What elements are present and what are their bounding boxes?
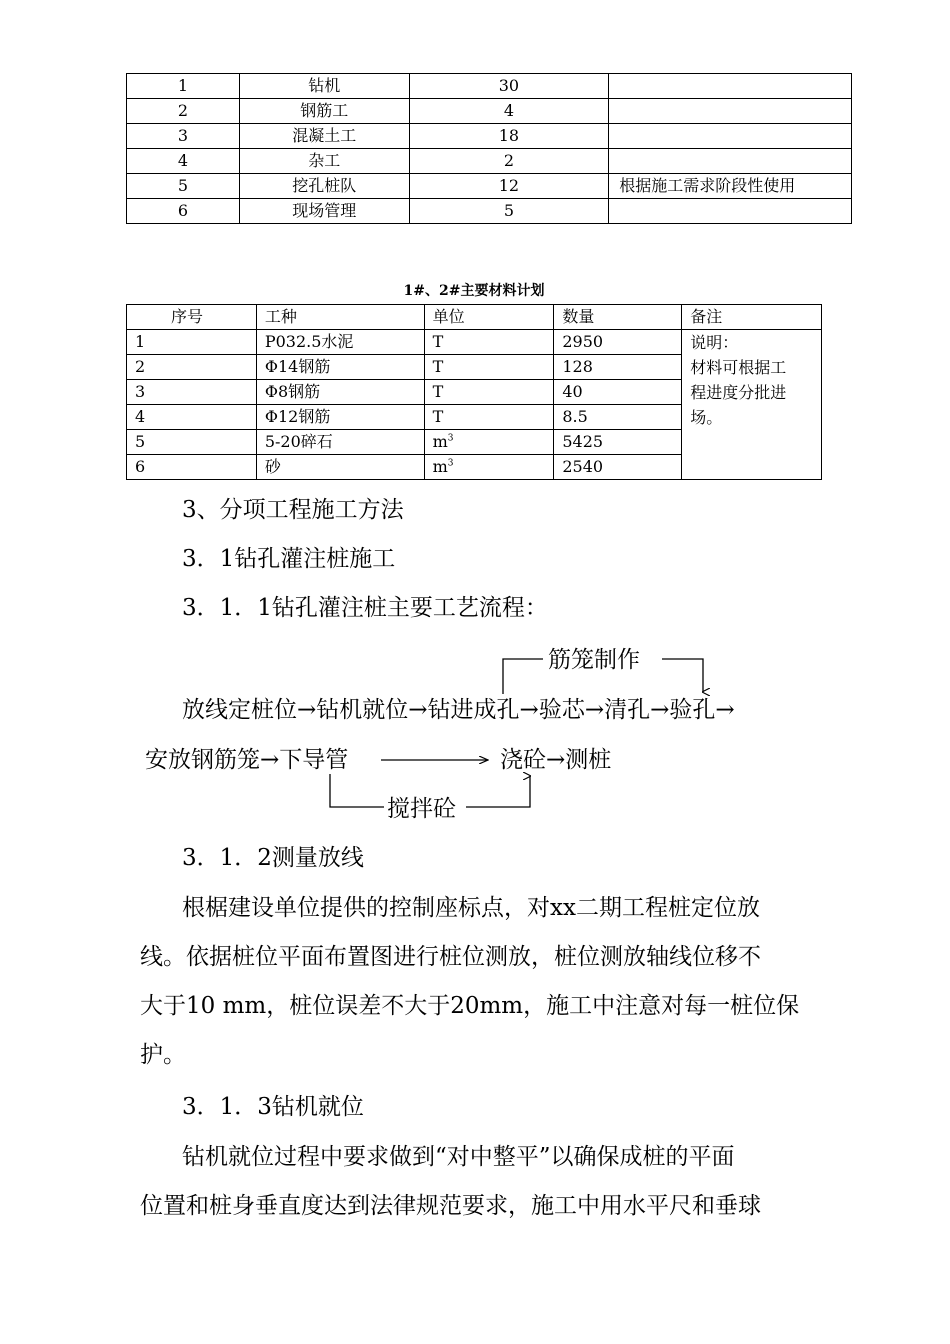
material-type: P032.5水泥	[256, 330, 424, 355]
connector-rebar-right	[662, 659, 703, 692]
heading-3: 3、分项工程施工方法	[182, 497, 404, 523]
material-type: Φ8钢筋	[256, 380, 424, 405]
paragraph-3-1-3-line-2: 位置和桩身垂直度达到法律规范要求，施工中用水平尺和垂球	[140, 1193, 761, 1219]
paragraph-3-1-2-line-4: 护。	[140, 1042, 186, 1068]
labor-name: 钻机	[239, 74, 409, 99]
flow-line-2b: 浇砼→测桩	[500, 747, 612, 773]
material-no: 3	[127, 380, 257, 405]
material-type: Φ14钢筋	[256, 355, 424, 380]
material-no: 5	[127, 430, 257, 455]
connector-mix-left	[330, 774, 384, 807]
material-unit-text: T	[432, 382, 444, 401]
heading-3-1-2: 3．1．2测量放线	[182, 845, 364, 871]
paragraph-3-1-2-line-2: 线。依据桩位平面布置图进行桩位测放，桩位测放轴线位移不	[140, 944, 761, 970]
material-unit-text: m	[432, 432, 448, 451]
flow-line-1: 放线定桩位→钻机就位→钻进成孔→验芯→清孔→验孔→	[182, 697, 735, 723]
labor-count: 18	[409, 124, 609, 149]
labor-count: 4	[409, 99, 609, 124]
material-qty: 128	[554, 355, 682, 380]
paragraph-3-1-2-line-1: 根椐建设单位提供的控制座标点，对xx二期工程桩定位放	[182, 895, 760, 921]
header-unit: 单位	[424, 305, 554, 330]
material-type: 砂	[256, 455, 424, 480]
connector-mix-right	[466, 776, 530, 807]
remark-line: 场。	[690, 408, 723, 427]
material-unit-exponent: 3	[447, 433, 454, 444]
material-no: 4	[127, 405, 257, 430]
flow-branch-bottom: 搅拌砼	[387, 796, 456, 822]
labor-name: 混凝土工	[239, 124, 409, 149]
labor-no: 2	[127, 99, 240, 124]
labor-no: 5	[127, 174, 240, 199]
connector-rebar-left	[503, 659, 543, 694]
material-qty: 2950	[554, 330, 682, 355]
material-unit-text: T	[432, 357, 444, 376]
labor-name: 现场管理	[239, 199, 409, 224]
material-plan-caption: 1#、2#主要材料计划	[403, 283, 545, 299]
header-remark: 备注	[682, 305, 822, 330]
labor-no: 4	[127, 149, 240, 174]
labor-count: 2	[409, 149, 609, 174]
header-qty: 数量	[554, 305, 682, 330]
material-qty: 8.5	[554, 405, 682, 430]
labor-note: 根据施工需求阶段性使用	[609, 174, 852, 199]
heading-3-1-1: 3．1．1钻孔灌注桩主要工艺流程：	[182, 595, 548, 621]
remark-line: 材料可根据工	[690, 358, 787, 377]
header-no: 序号	[127, 305, 257, 330]
material-no: 2	[127, 355, 257, 380]
material-no: 1	[127, 330, 257, 355]
material-type: 5-20碎石	[256, 430, 424, 455]
remark-line: 程进度分批进	[690, 383, 787, 402]
labor-name: 钢筋工	[239, 99, 409, 124]
remark-line: 说明：	[690, 333, 739, 352]
material-qty: 40	[554, 380, 682, 405]
labor-count: 30	[409, 74, 609, 99]
labor-count: 5	[409, 199, 609, 224]
paragraph-3-1-3-line-1: 钻机就位过程中要求做到“对中整平”以确保成桩的平面	[182, 1144, 735, 1170]
labor-no: 1	[127, 74, 240, 99]
flow-branch-top: 筋笼制作	[548, 647, 640, 673]
material-qty: 5425	[554, 430, 682, 455]
flow-line-2a: 安放钢筋笼→下导管	[145, 747, 349, 773]
labor-no: 3	[127, 124, 240, 149]
labor-count: 12	[409, 174, 609, 199]
labor-no: 6	[127, 199, 240, 224]
material-unit-text: m	[432, 457, 448, 476]
heading-3-1: 3．1钻孔灌注桩施工	[182, 546, 396, 572]
material-unit-text: T	[432, 407, 444, 426]
paragraph-3-1-2-line-3: 大于10 mm，桩位误差不大于20mm，施工中注意对每一桩位保	[140, 993, 800, 1019]
heading-3-1-3: 3．1．3钻机就位	[182, 1094, 364, 1120]
labor-name: 杂工	[239, 149, 409, 174]
material-no: 6	[127, 455, 257, 480]
material-qty: 2540	[554, 455, 682, 480]
material-unit-exponent: 3	[447, 458, 454, 469]
material-type: Φ12钢筋	[256, 405, 424, 430]
header-type: 工种	[256, 305, 424, 330]
material-unit-text: T	[432, 332, 444, 351]
labor-name: 挖孔桩队	[239, 174, 409, 199]
